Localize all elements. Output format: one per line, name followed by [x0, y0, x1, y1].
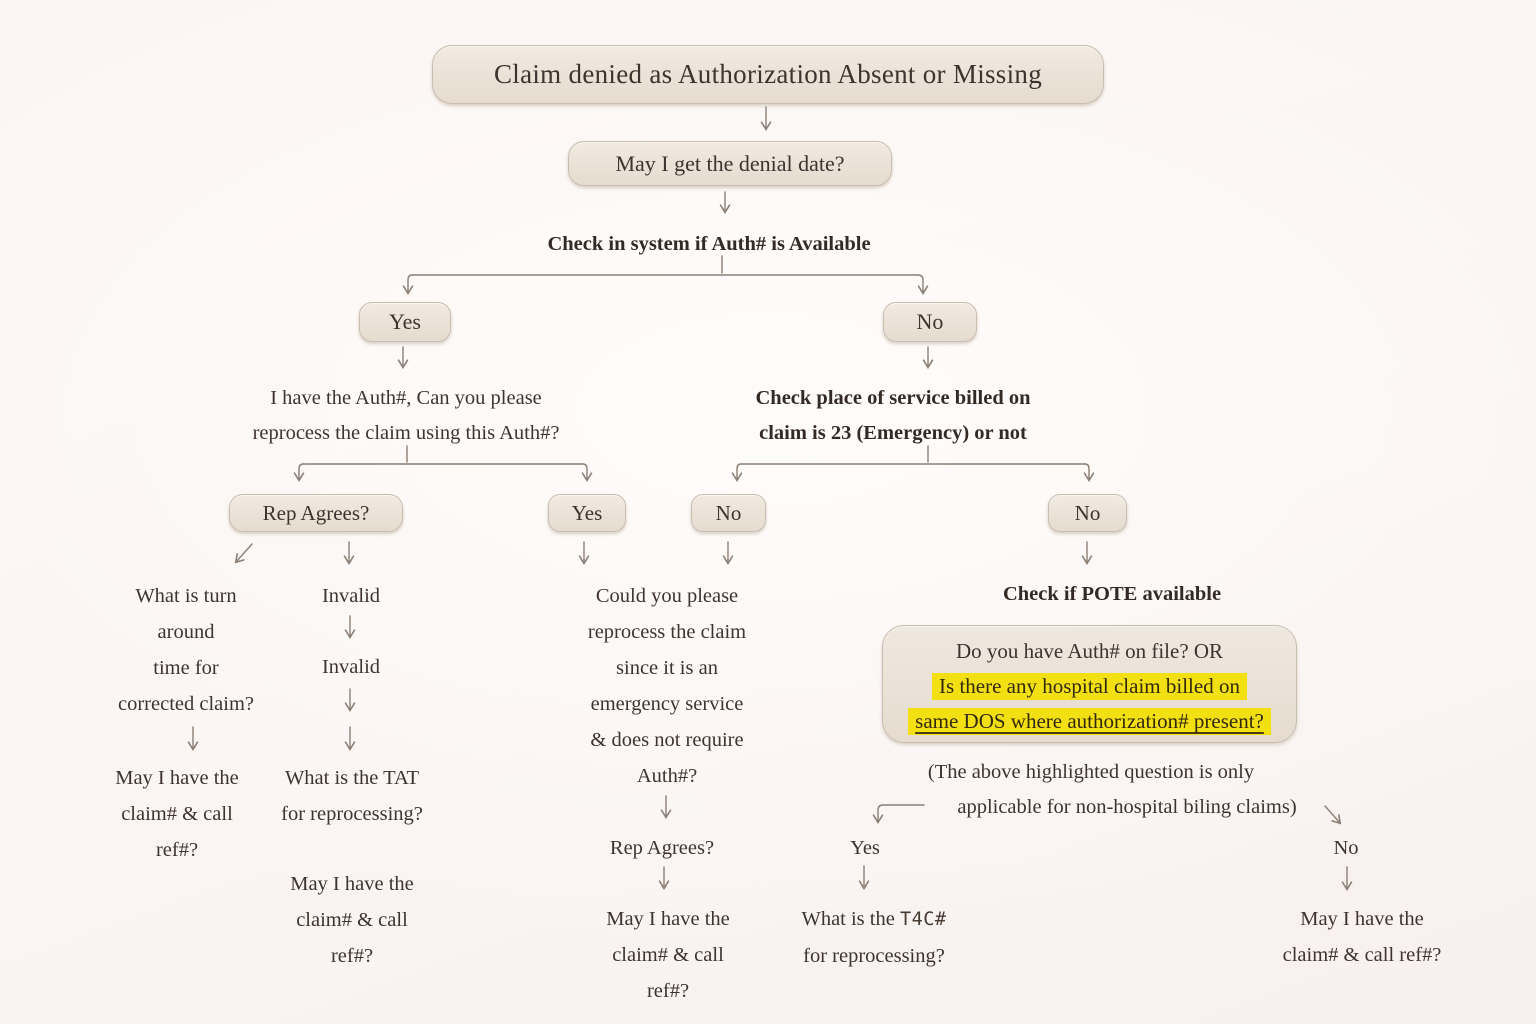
emergency-question-line: & does not require — [590, 729, 744, 751]
tat-code-question-line2: for reprocessing? — [803, 945, 945, 967]
emergency-question-line: Could you please — [595, 585, 739, 607]
arrow — [1085, 464, 1089, 480]
tat-followup-line: ref#? — [330, 945, 374, 967]
pos-check-question — [755, 381, 1030, 451]
turnaround-question-line: What is turn — [135, 585, 237, 607]
tat-question-line: for reprocessing? — [281, 803, 423, 825]
emergency-question — [588, 578, 746, 794]
turnaround-question-line: corrected claim? — [117, 693, 255, 715]
pote-question-node — [882, 625, 1297, 743]
emergency-question-line: emergency service — [590, 693, 744, 715]
turnaround-question-line: around — [157, 621, 215, 643]
pote-yes-label: Yes — [850, 837, 880, 859]
emergency-rep-agrees-label: Rep Agrees? — [609, 837, 715, 859]
tat-code-question-line1 — [801, 901, 946, 938]
pote-no-label: No — [1333, 837, 1359, 859]
tat-code-question — [801, 901, 946, 974]
tat-question — [281, 760, 423, 832]
pote-question-line2-highlighted: Is there any hospital claim billed on — [932, 673, 1247, 700]
arrow — [737, 464, 741, 480]
final-claim-ref-question — [1283, 901, 1442, 973]
arrow — [299, 464, 303, 480]
pote-question-line1: Do you have Auth# on file? OR — [955, 639, 1224, 663]
invalid-label-2: Invalid — [321, 656, 381, 678]
pos-check-question-line: claim is 23 (Emergency) or not — [759, 422, 1027, 444]
emergency-followup-line: May I have the — [606, 908, 730, 930]
emergency-followup-line: claim# & call — [612, 944, 724, 966]
have-auth-question-line: reprocess the claim using this Auth#? — [252, 422, 560, 444]
auth-yes-node: Yes — [359, 302, 451, 342]
tat-code-glyphs: T4C# — [899, 909, 947, 930]
pos-check-question-line: Check place of service billed on — [755, 387, 1031, 409]
pos-no-right-node: No — [1048, 494, 1127, 532]
turnaround-followup-line: May I have the — [115, 767, 239, 789]
final-claim-ref-line: May I have the — [1300, 908, 1424, 930]
have-auth-question — [253, 381, 560, 451]
turnaround-question — [118, 578, 254, 722]
arrow — [583, 464, 587, 480]
tat-followup-line: claim# & call — [296, 909, 408, 931]
auth-no-node: No — [883, 302, 977, 342]
pos-no-left-node: No — [691, 494, 766, 532]
turnaround-question-line: time for — [153, 657, 219, 679]
invalid-label-1: Invalid — [321, 585, 381, 607]
pote-note-line2: applicable for non-hospital biling claims) — [957, 796, 1297, 818]
reprocess-yes-node: Yes — [548, 494, 626, 532]
emergency-question-line: Auth#? — [636, 765, 698, 787]
rep-agrees-node: Rep Agrees? — [229, 494, 403, 532]
pote-note-line1: (The above highlighted question is only — [927, 761, 1255, 783]
pote-heading: Check if POTE available — [1002, 583, 1222, 605]
turnaround-followup-line: ref#? — [155, 839, 199, 861]
denial-date-node: May I get the denial date? — [568, 141, 892, 186]
final-claim-ref-line: claim# & call ref#? — [1282, 944, 1442, 966]
arrow — [1325, 806, 1340, 823]
emergency-followup-line: ref#? — [646, 980, 690, 1002]
emergency-question-line: reprocess the claim — [587, 621, 747, 643]
arrow — [236, 544, 252, 562]
tat-question-line: What is the TAT — [284, 767, 420, 789]
title-node: Claim denied as Authorization Absent or Missing — [432, 45, 1104, 104]
arrow — [878, 805, 924, 822]
arrow — [918, 275, 923, 293]
turnaround-followup-line: claim# & call — [121, 803, 233, 825]
pote-question-line3-highlighted: same DOS where authorization# present? — [908, 708, 1271, 735]
emergency-followup — [606, 901, 730, 1009]
arrow — [408, 275, 412, 293]
have-auth-question-line: I have the Auth#, Can you please — [270, 387, 542, 409]
emergency-question-line: since it is an — [616, 657, 718, 679]
turnaround-followup — [115, 760, 239, 868]
tat-followup — [290, 866, 414, 974]
tat-followup-line: May I have the — [290, 873, 414, 895]
check-auth-label: Check in system if Auth# is Available — [547, 233, 871, 255]
tat-code-question-prefix: What is the — [801, 908, 900, 930]
